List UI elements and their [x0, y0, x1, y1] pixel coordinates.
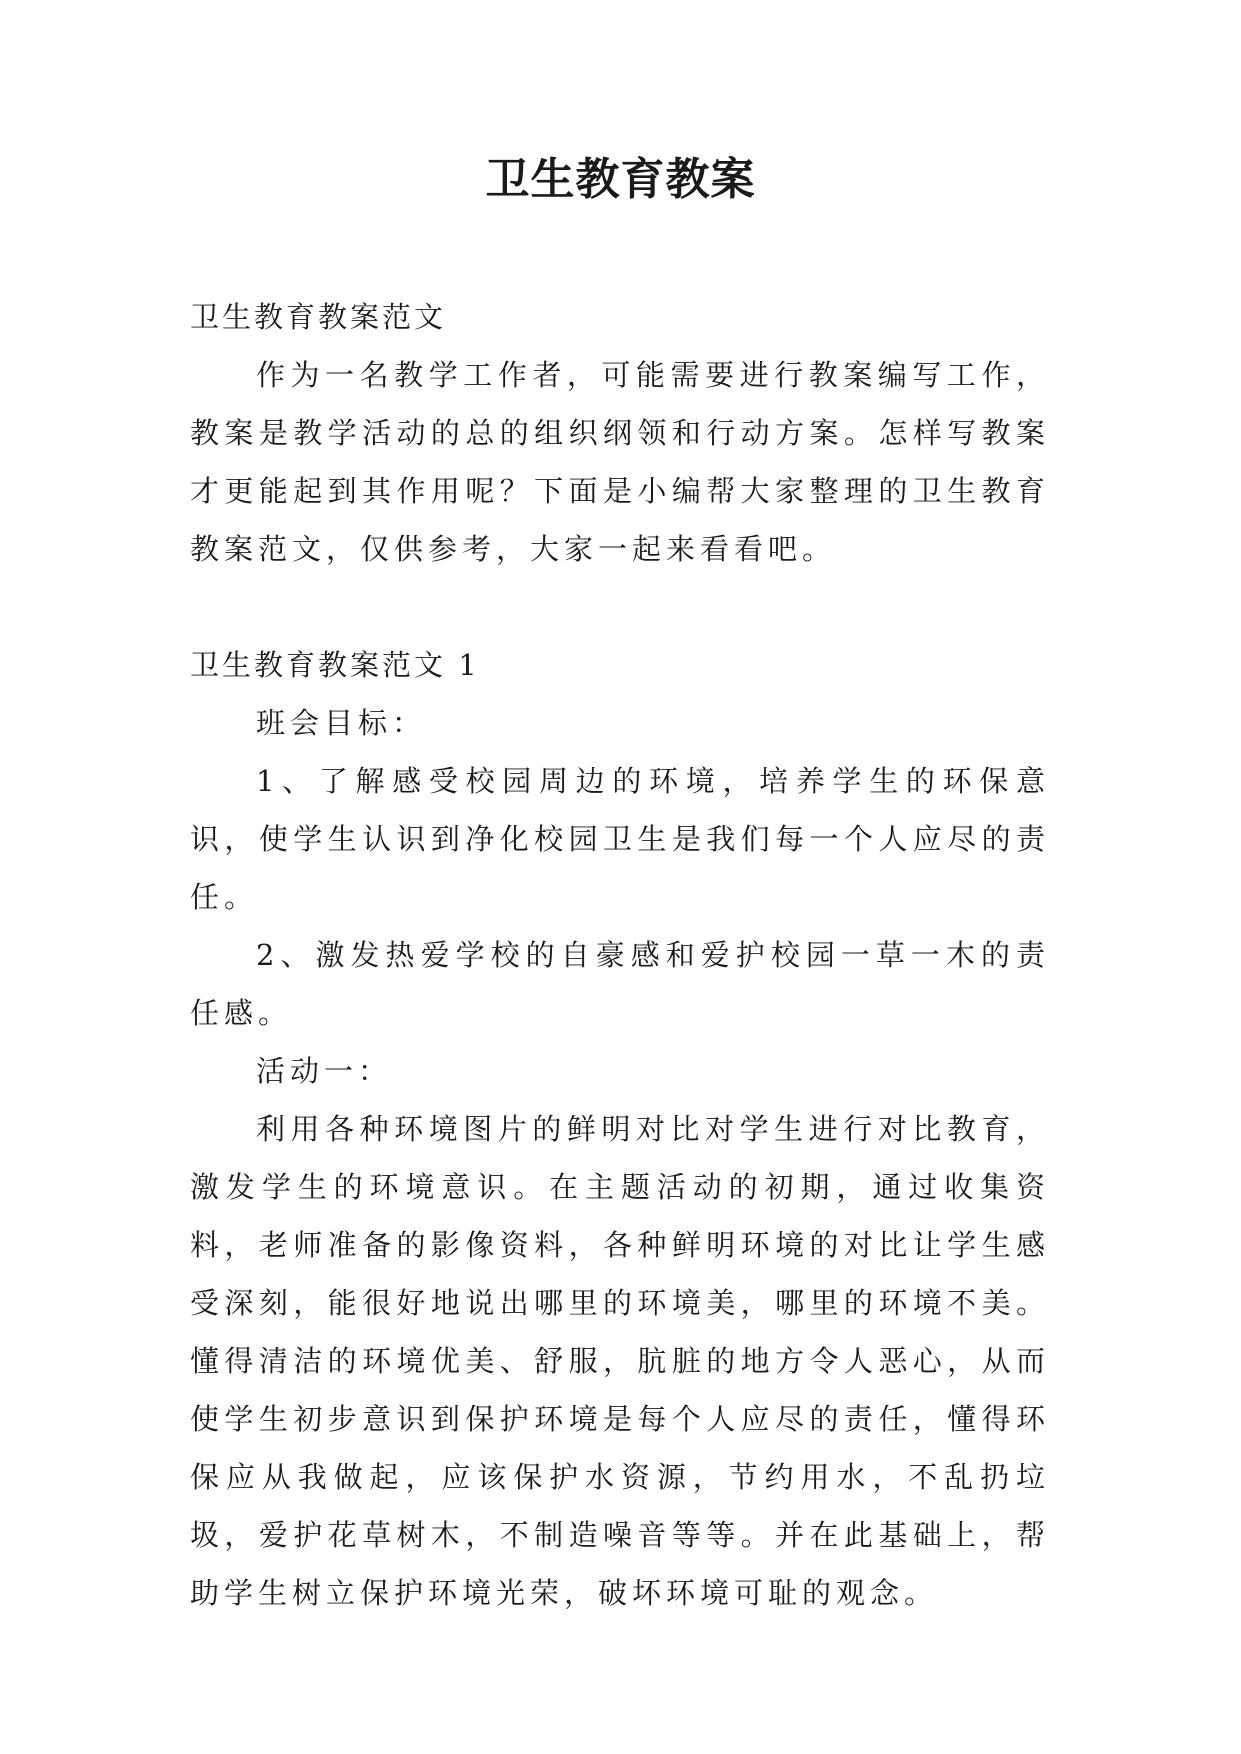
goal-item-2: 2、激发热爱学校的自豪感和爱护校园一草一木的责任感。 — [190, 938, 1050, 1030]
intro-paragraph: 作为一名教学工作者，可能需要进行教案编写工作，教案是教学活动的总的组织纲领和行动方案。怎样写教案才更能起到其作用呢？下面是小编帮大家整理的卫生教育教案范文，仅供参考，大家一起来看看吧。 — [190, 358, 1050, 566]
activity-paragraph: 利用各种环境图片的鲜明对比对学生进行对比教育，激发学生的环境意识。在主题活动的初期，通过收集资料，老师准备的影像资料，各种鲜明环境的对比让学生感受深刻，能很好地说出哪里的环境美，哪里的环境不美。懂得清洁的环境优美、舒服，肮脏的地方令人恶心，从而使学生初步意识到保护环境是每个人应尽的责任，懂得环保应从我做起，应该保护水资源，节约用水，不乱扔垃圾，爱护花草树木，不制造噪音等等。并在此基础上，帮助学生树立保护环境光荣，破坏环境可耻的观念。 — [190, 1112, 1050, 1610]
section-heading: 卫生教育教案范文 1 — [190, 648, 480, 682]
document-title: 卫生教育教案 — [485, 154, 756, 205]
goals-label: 班会目标： — [256, 706, 427, 740]
paragraph-gap — [190, 578, 1050, 636]
goal-item-1: 1、了解感受校园周边的环境，培养学生的环保意识，使学生认识到净化校园卫生是我们每一个人应尽的责任。 — [190, 764, 1050, 914]
activity-label: 活动一： — [256, 1054, 393, 1088]
document-body — [190, 288, 1050, 1622]
subtitle: 卫生教育教案范文 — [190, 300, 447, 334]
